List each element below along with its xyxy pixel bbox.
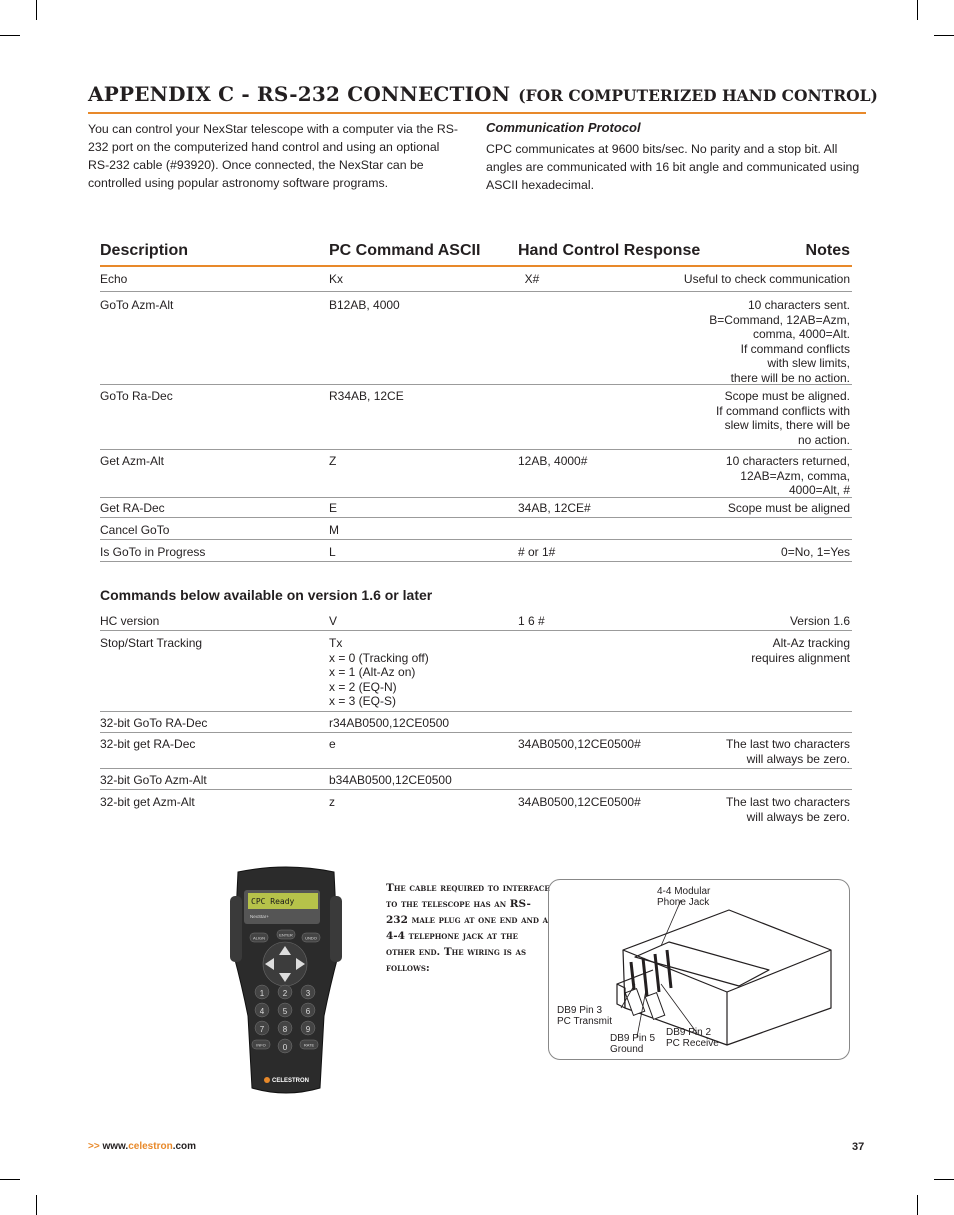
section-heading: Commands below available on version 1.6 or later xyxy=(100,587,433,603)
crop-mark xyxy=(934,1179,954,1180)
cell-response: 1 6 # xyxy=(518,614,545,628)
protocol-text: CPC communicates at 9600 bits/sec. No parity and a stop bit. All angles are communicated with 16 bit angle and communicated using ASCII hexadecimal. xyxy=(486,142,860,192)
cell-description: GoTo Azm-Alt xyxy=(100,298,174,312)
header-notes: Notes xyxy=(805,242,850,259)
cell-notes: 0=No, 1=Yes xyxy=(781,545,850,559)
cell-description: HC version xyxy=(100,614,160,628)
crop-mark xyxy=(36,1195,37,1215)
protocol-block xyxy=(486,119,860,194)
cell-response: X# xyxy=(518,272,540,286)
cell-command: B12AB, 4000 xyxy=(329,298,400,312)
align-button-label: ALIGN xyxy=(252,935,266,941)
table-header xyxy=(100,240,852,267)
footer-url-b: celestron xyxy=(128,1141,173,1152)
table-row xyxy=(100,389,852,450)
key-9: 9 xyxy=(305,1025,311,1034)
cell-notes: 10 characters sent. B=Command, 12AB=Azm, comma, 4000=Alt. If command conflicts with slew limits, there will be no action. xyxy=(709,298,850,385)
table-row xyxy=(100,636,852,712)
cell-notes: Scope must be aligned. If command conflicts with slew limits, there will be no action. xyxy=(715,389,850,447)
table-row xyxy=(100,501,852,518)
hand-control-illustration xyxy=(226,866,346,1098)
pin3-label: DB9 Pin 3 PC Transmit xyxy=(557,1005,613,1027)
key-1: 1 xyxy=(259,989,265,998)
cell-notes: Alt-Az tracking requires alignment xyxy=(751,636,850,665)
cell-response: # or 1# xyxy=(518,545,556,559)
cell-description: 32-bit GoTo RA-Dec xyxy=(100,716,208,730)
undo-button-label: UNDO xyxy=(305,935,317,941)
footer-url-a: www. xyxy=(102,1141,129,1152)
key-7: 7 xyxy=(259,1025,265,1034)
cell-command: Kx xyxy=(329,272,344,286)
footer-url[interactable] xyxy=(88,1141,196,1152)
cell-notes: Scope must be aligned xyxy=(727,501,850,515)
cell-notes: The last two characters will always be zero. xyxy=(725,795,850,824)
crop-mark xyxy=(0,1179,20,1180)
header-hc-response: Hand Control Response xyxy=(518,242,701,259)
table-row xyxy=(100,795,852,826)
key-6: 6 xyxy=(305,1007,311,1016)
footer-url-c: .com xyxy=(172,1141,197,1152)
table-row xyxy=(100,737,852,769)
table-row xyxy=(100,614,852,631)
page-title xyxy=(88,82,878,114)
cell-notes: 10 characters returned, 12AB=Azm, comma, 4000=Alt, # xyxy=(725,454,850,497)
cell-notes: Version 1.6 xyxy=(789,614,850,628)
key-4: 4 xyxy=(259,1007,265,1016)
cell-command: b34AB0500,12CE0500 xyxy=(329,773,452,787)
cell-command: R34AB, 12CE xyxy=(329,389,404,403)
crop-mark xyxy=(36,0,37,20)
title-main: APPENDIX C - RS-232 CONNECTION xyxy=(88,82,511,106)
table-row xyxy=(100,773,852,790)
cell-command: z xyxy=(329,795,335,809)
enter-button-label: ENTER xyxy=(279,932,293,938)
cell-description: Echo xyxy=(100,272,128,286)
pin2-label: DB9 Pin 2 PC Receive xyxy=(666,1027,719,1049)
rate-key-label: RATE xyxy=(303,1042,315,1048)
table-row xyxy=(100,545,852,562)
cell-response: 34AB, 12CE# xyxy=(518,501,591,515)
cell-command: Z xyxy=(329,454,337,468)
wiring-diagram xyxy=(548,879,850,1060)
cell-notes: The last two characters will always be zero. xyxy=(725,737,850,766)
cell-description: Stop/Start Tracking xyxy=(100,636,203,650)
cell-command: V xyxy=(329,614,338,628)
title-sub: (FOR COMPUTERIZED HAND CONTROL) xyxy=(518,86,878,105)
screen-text: CPC Ready xyxy=(251,897,295,906)
pin5-label: DB9 Pin 5 Ground xyxy=(610,1033,656,1055)
table-row xyxy=(100,716,852,733)
crop-mark xyxy=(917,0,918,20)
cell-command: r34AB0500,12CE0500 xyxy=(329,716,450,730)
cell-description: 32-bit get RA-Dec xyxy=(100,737,196,751)
cell-description: Get RA-Dec xyxy=(100,501,165,515)
cell-command: E xyxy=(329,501,338,515)
crop-mark xyxy=(934,35,954,36)
cell-command: Tx x = 0 (Tracking off) x = 1 (Alt-Az on) x = 2 (EQ-N) x = 3 (EQ-S) xyxy=(329,636,429,708)
cell-command: e xyxy=(329,737,336,751)
table-row xyxy=(100,454,852,498)
protocol-heading: Communication Protocol xyxy=(486,120,641,135)
table-row xyxy=(100,272,852,292)
cell-response: 34AB0500,12CE0500# xyxy=(518,737,641,751)
page-number: 37 xyxy=(852,1141,865,1153)
cell-description: Cancel GoTo xyxy=(100,523,170,537)
info-key-label: INFO xyxy=(256,1042,266,1048)
crop-mark xyxy=(0,35,20,36)
jack-label: 4-4 Modular Phone Jack xyxy=(657,886,711,908)
cable-caption: The cable required to interface to the telescope has an RS-232 male plug at one end and a 4-4 telephone jack at the other end. The wiring is as follows: xyxy=(386,882,550,974)
nexstar-label: NexStar+ xyxy=(250,914,269,919)
header-pc-command: PC Command ASCII xyxy=(329,242,481,259)
footer-arrows: >> xyxy=(88,1141,103,1152)
table-row xyxy=(100,523,852,540)
cell-response: 34AB0500,12CE0500# xyxy=(518,795,641,809)
cell-description: Get Azm-Alt xyxy=(100,454,165,468)
key-5: 5 xyxy=(282,1007,288,1016)
key-8: 8 xyxy=(282,1025,288,1034)
cell-command: M xyxy=(329,523,339,537)
cell-command: L xyxy=(329,545,336,559)
crop-mark xyxy=(917,1195,918,1215)
key-0: 0 xyxy=(282,1043,288,1052)
intro-paragraph: You can control your NexStar telescope with a computer via the RS-232 port on the computerized hand control and using an optional RS-232 cable (#93920). Once connected, the NexStar can be controlled using popular astronomy software programs. xyxy=(88,122,459,190)
cell-description: Is GoTo in Progress xyxy=(100,545,206,559)
cell-description: GoTo Ra-Dec xyxy=(100,389,173,403)
key-3: 3 xyxy=(305,989,311,998)
cell-response: 12AB, 4000# xyxy=(518,454,588,468)
cell-description: 32-bit GoTo Azm-Alt xyxy=(100,773,207,787)
table-row xyxy=(100,298,852,385)
header-description: Description xyxy=(100,242,189,259)
cell-description: 32-bit get Azm-Alt xyxy=(100,795,195,809)
cell-notes: Useful to check communication xyxy=(683,272,850,286)
celestron-logo: CELESTRON xyxy=(272,1078,310,1084)
key-2: 2 xyxy=(282,989,288,998)
